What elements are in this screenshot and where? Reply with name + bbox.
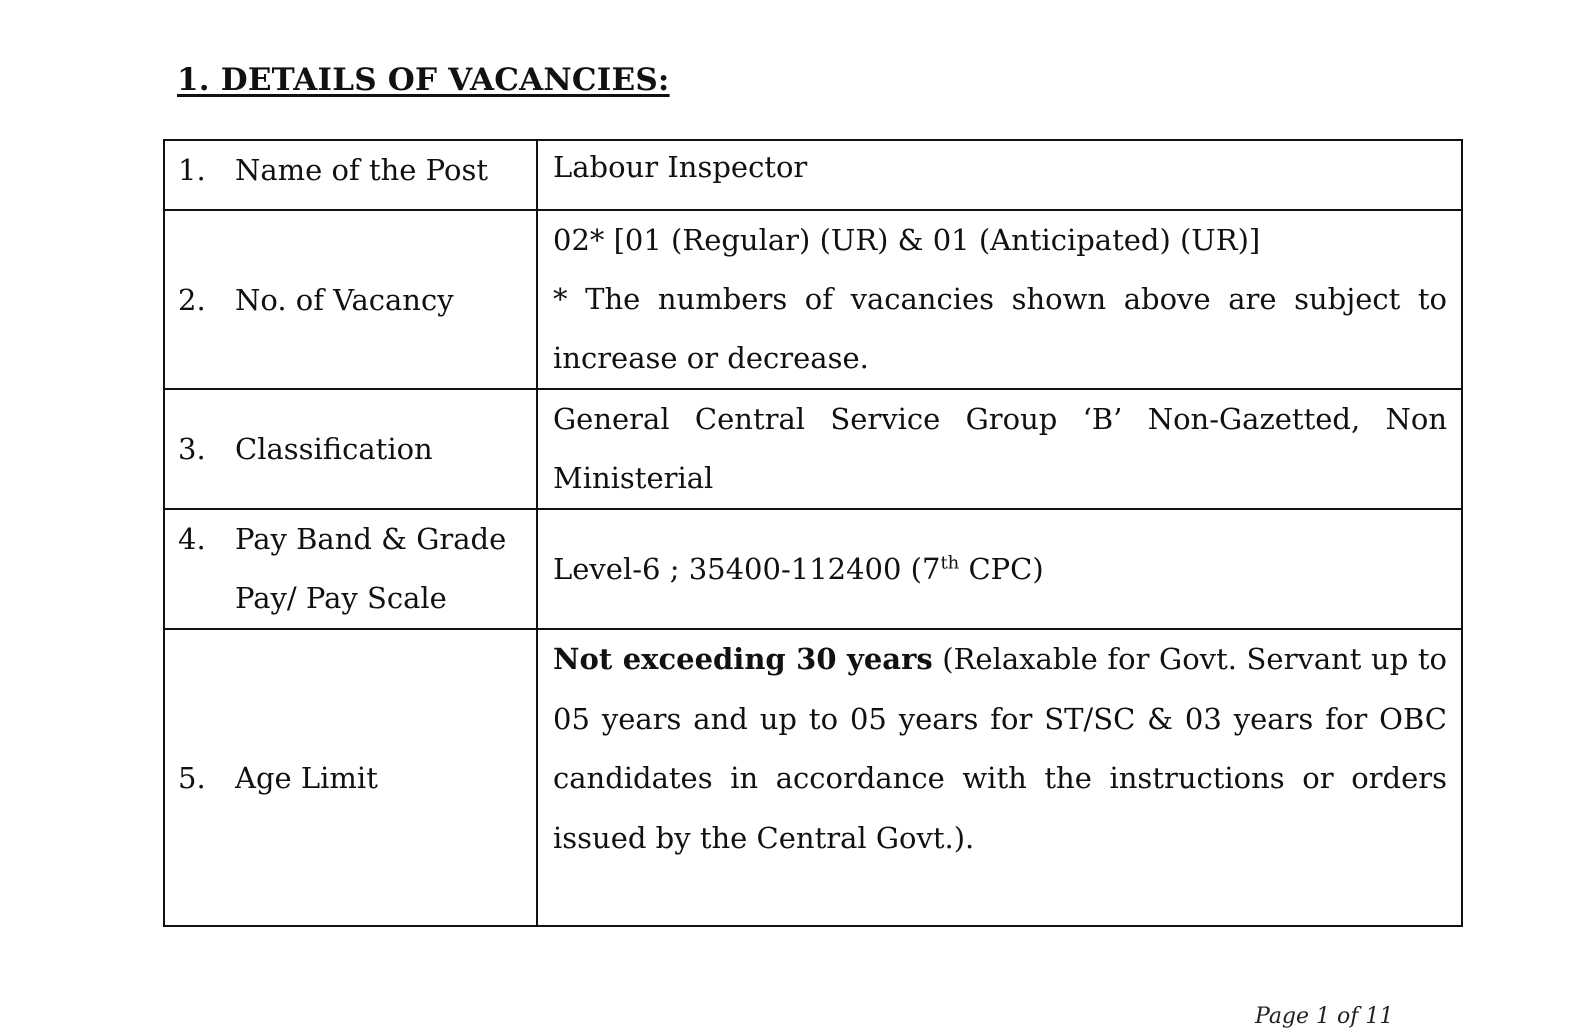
value-cell bbox=[537, 629, 1462, 926]
row-number: 3. bbox=[178, 432, 206, 466]
row-label: No. of Vacancy bbox=[235, 282, 454, 317]
value-cell: Labour Inspector bbox=[537, 140, 1462, 210]
row-label bbox=[235, 510, 506, 628]
vacancy-details-table bbox=[163, 139, 1463, 927]
row-label: Classification bbox=[235, 432, 433, 466]
table-row-vacancy-count bbox=[164, 210, 1462, 389]
label-cell bbox=[164, 389, 537, 509]
row-label-line: Pay Band & Grade bbox=[235, 522, 507, 556]
pay-scale-text: Level-6 ; 35400-112400 (7 bbox=[553, 551, 941, 586]
table-row-pay-scale bbox=[164, 509, 1462, 629]
label-cell bbox=[164, 140, 537, 210]
age-limit-bold-text: Not exceeding 30 years bbox=[553, 642, 933, 676]
row-label: Age Limit bbox=[235, 760, 378, 795]
label-cell bbox=[164, 509, 537, 629]
label-cell bbox=[164, 210, 537, 389]
value-cell bbox=[537, 509, 1462, 629]
page-heading: 1. DETAILS OF VACANCIES: bbox=[177, 62, 670, 98]
pay-scale-suffix: CPC) bbox=[959, 551, 1044, 586]
row-number: 5. bbox=[178, 760, 206, 795]
value-cell bbox=[537, 210, 1462, 389]
vacancy-note-text: * The numbers of vacancies shown above are subject to increase or decrease. bbox=[553, 282, 1447, 375]
value-cell: General Central Service Group ‘B’ Non-Gazetted, Non Ministerial bbox=[537, 389, 1462, 509]
row-number: 2. bbox=[178, 282, 206, 317]
table-row-age-limit bbox=[164, 629, 1462, 926]
vacancy-count-text: 02* [01 (Regular) (UR) & 01 (Anticipated) (UR)] bbox=[553, 223, 1261, 257]
pay-scale-superscript: th bbox=[940, 551, 960, 573]
table-row-post-name bbox=[164, 140, 1462, 210]
row-number: 1. bbox=[178, 153, 206, 187]
label-cell bbox=[164, 629, 537, 926]
age-limit-detail-text: (Relaxable for Govt. Servant up to 05 years and up to 05 years for ST/SC & 03 years for OBC candidates in accordance with the instructions or orders issued by the Central Govt.). bbox=[553, 642, 1447, 855]
row-number: 4. bbox=[178, 522, 206, 556]
page-number: Page 1 of 11 bbox=[1255, 1004, 1394, 1029]
row-label: Name of the Post bbox=[235, 153, 488, 187]
row-label-line: Pay/ Pay Scale bbox=[235, 581, 447, 615]
table-row-classification bbox=[164, 389, 1462, 509]
